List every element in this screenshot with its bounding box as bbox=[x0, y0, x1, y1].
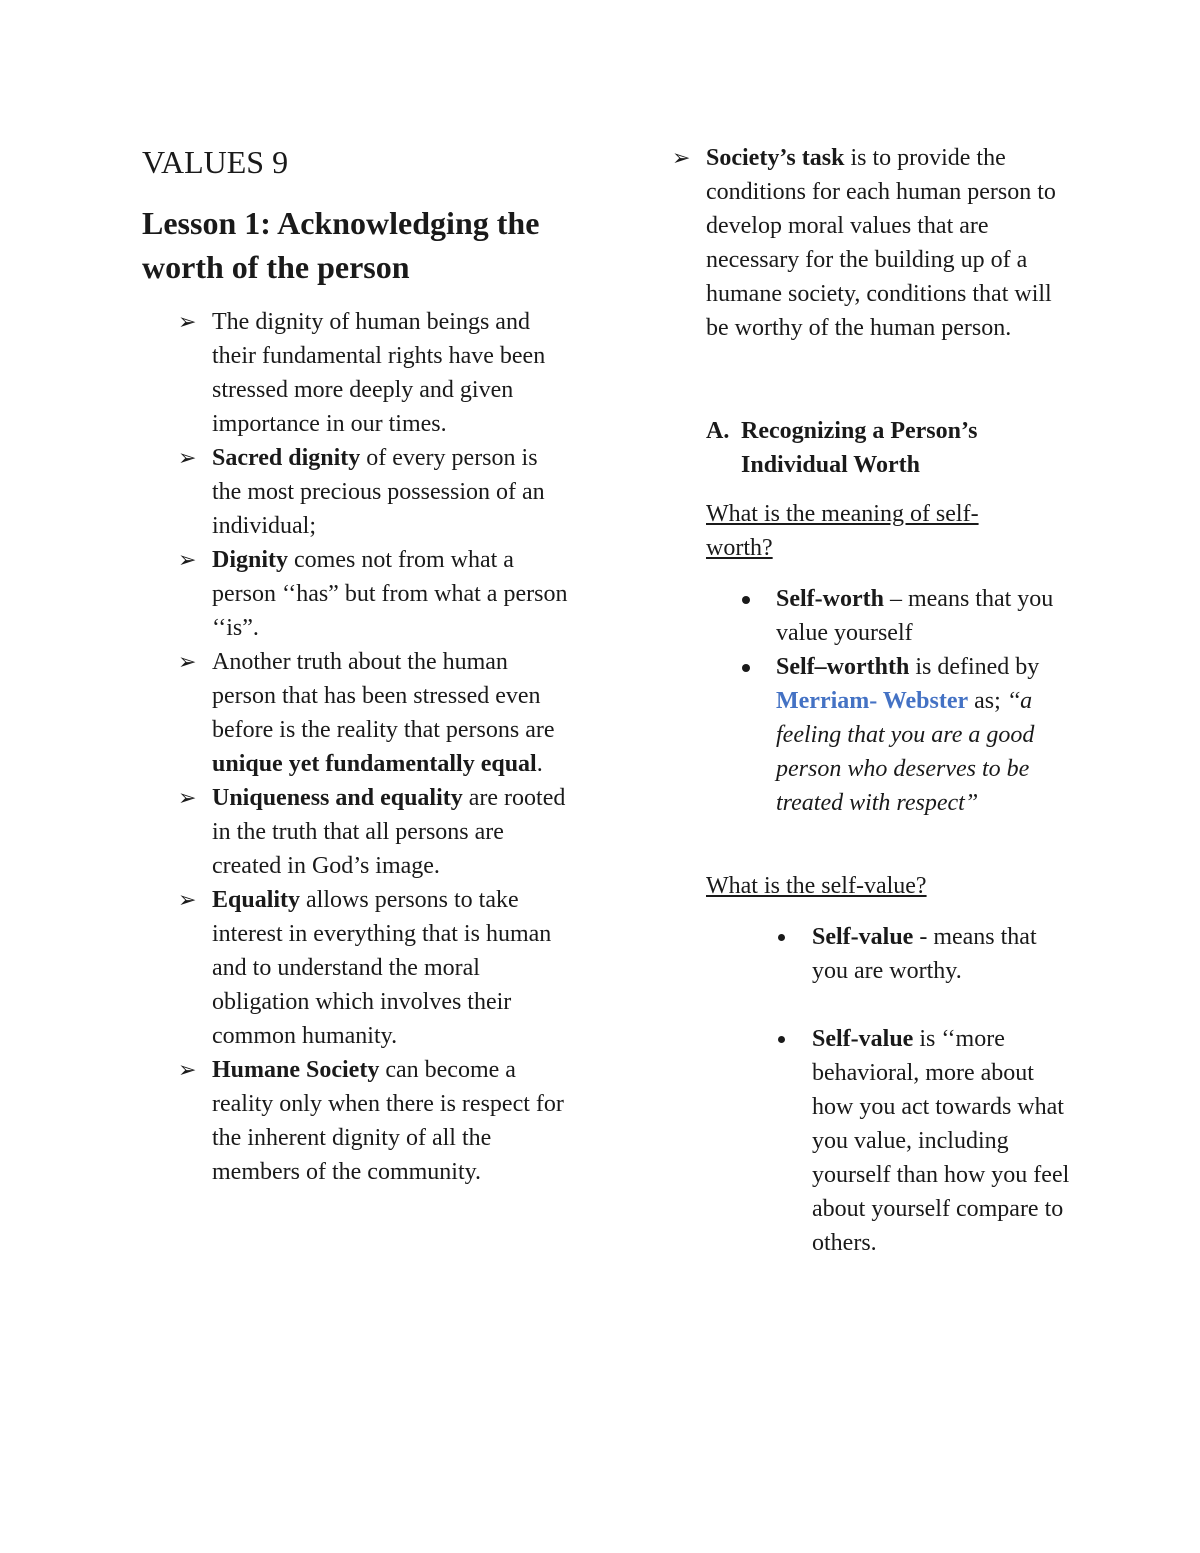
list-item: ➢ Dignity comes not from what a person ‘‘has” but from what a person ‘‘is”. bbox=[142, 543, 572, 645]
arrow-bullet-icon: ➢ bbox=[178, 1057, 197, 1082]
list-item: Self–worthth is defined by Merriam- Webster as; ‘‘a feeling that you are a good person who deserves to be treated with respect” bbox=[776, 650, 1076, 820]
list-item: ➢ Society’s task is to provide the conditions for each human person to develop moral values that are necessary for the building up of a humane society, conditions that will be worthy of the human person. bbox=[672, 141, 1061, 345]
list-item: Self-value is ‘‘more behavioral, more about how you act towards what you value, including yourself than how you feel about yourself compare to others. bbox=[812, 1022, 1072, 1260]
list-item: ➢ Uniqueness and equality are rooted in the truth that all persons are created in God’s image. bbox=[142, 781, 572, 883]
question-heading: What is the self-value? bbox=[706, 873, 927, 899]
left-bullet-list bbox=[142, 305, 572, 1189]
arrow-bullet-icon: ➢ bbox=[178, 785, 197, 810]
dot-bullet-icon bbox=[778, 1036, 785, 1043]
list-item: ➢ Sacred dignity of every person is the most precious possession of an individual; bbox=[142, 441, 572, 543]
right-bullet-list bbox=[672, 141, 1061, 345]
arrow-bullet-icon: ➢ bbox=[178, 649, 197, 674]
selfworth-list bbox=[776, 582, 1076, 820]
section-heading: A. Recognizing a Person’s Individual Worth bbox=[706, 418, 978, 478]
merriam-webster-link[interactable]: Merriam- Webster bbox=[776, 688, 969, 714]
list-item: Self-value - means that you are worthy. bbox=[812, 920, 1072, 988]
question-heading: What is the meaning of self-worth? bbox=[706, 501, 979, 561]
arrow-bullet-icon: ➢ bbox=[672, 145, 691, 170]
dot-bullet-icon bbox=[742, 596, 750, 604]
list-item: Self-worth – means that you value yourself bbox=[776, 582, 1076, 650]
arrow-bullet-icon: ➢ bbox=[178, 445, 197, 470]
arrow-bullet-icon: ➢ bbox=[178, 547, 197, 572]
list-item: ➢ Equality allows persons to take interest in everything that is human and to understand the moral obligation which involves their common humanity. bbox=[142, 883, 572, 1053]
list-item: ➢ Another truth about the human person that has been stressed even before is the reality that persons are unique yet fundamentally equal. bbox=[142, 645, 572, 781]
dot-bullet-icon bbox=[742, 664, 750, 672]
list-item: ➢ The dignity of human beings and their fundamental rights have been stressed more deeply and given importance in our times. bbox=[142, 305, 572, 441]
list-item: ➢ Humane Society can become a reality only when there is respect for the inherent dignity of all the members of the community. bbox=[142, 1053, 572, 1189]
arrow-bullet-icon: ➢ bbox=[178, 887, 197, 912]
arrow-bullet-icon: ➢ bbox=[178, 309, 197, 334]
dot-bullet-icon bbox=[778, 934, 785, 941]
selfvalue-list bbox=[812, 920, 1072, 1260]
lesson-title: Lesson 1: Acknowledging the worth of the person bbox=[142, 205, 540, 285]
document-title: VALUES 9 bbox=[142, 144, 289, 180]
